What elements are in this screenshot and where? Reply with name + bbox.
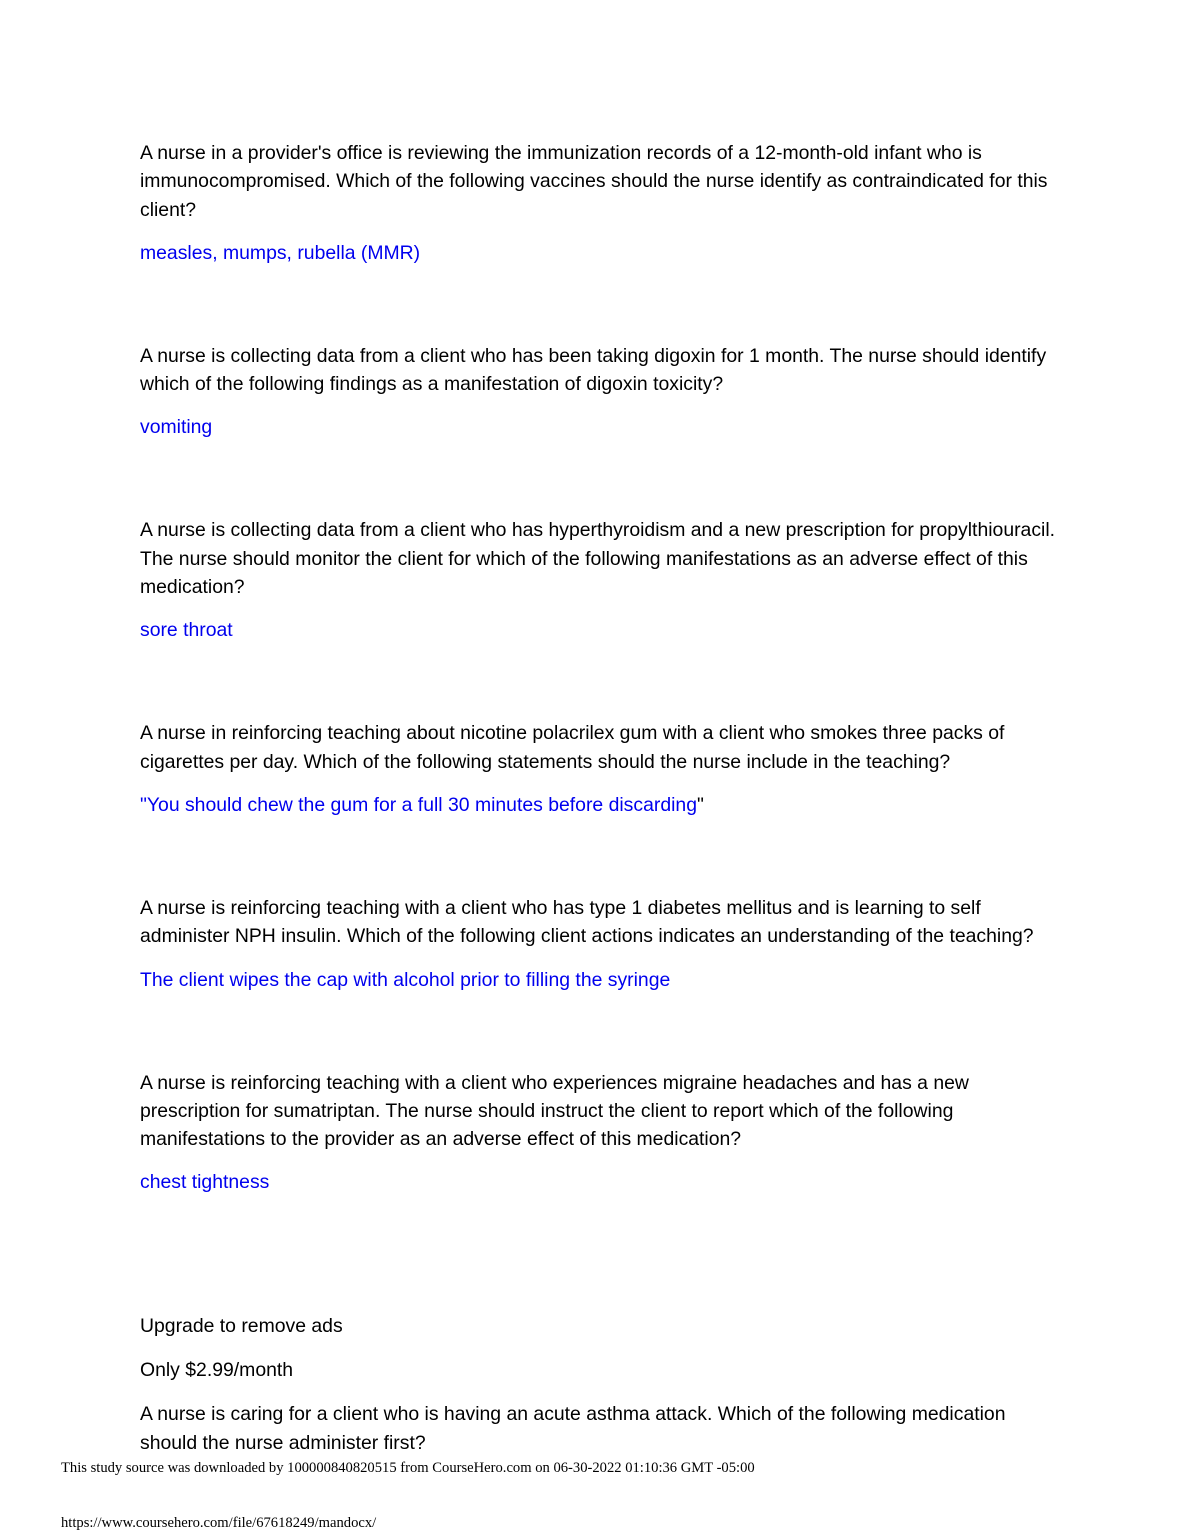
qa-item [140, 719, 1060, 819]
price-text: Only $2.99/month [140, 1359, 294, 1382]
question-text: A nurse in a provider's office is reviewing the immunization records of a 12-month-old infant who is immunocompromised. Which of the following vaccines should the nurse identify as contraindicated for this client? [140, 142, 1048, 221]
answer-text: measles, mumps, rubella (MMR) [140, 241, 421, 264]
answer-text: The client wipes the cap with alcohol prior to filling the syringe [140, 968, 671, 991]
answer-text: sore throat [140, 619, 233, 642]
answer-main: "You should chew the gum for a full 30 minutes before discarding [140, 793, 697, 816]
qa-item [140, 894, 1060, 994]
promo-block [140, 1312, 1060, 1457]
upgrade-link[interactable]: Upgrade to remove ads [140, 1315, 343, 1338]
answer-closing-quote: " [696, 793, 704, 816]
qa-item [140, 516, 1060, 644]
source-url[interactable]: https://www.coursehero.com/file/67618249/mandocx/ [61, 1515, 377, 1531]
question-text: A nurse is caring for a client who is having an acute asthma attack. Which of the following medication should the nurse administer first? [140, 1403, 1006, 1454]
question-text: A nurse in reinforcing teaching about nicotine polacrilex gum with a client who smokes three packs of cigarettes per day. Which of the following statements should the nurse include in the teaching? [140, 722, 1005, 773]
qa-item [140, 342, 1060, 442]
question-text: A nurse is collecting data from a client who has hyperthyroidism and a new prescription for propylthiouracil. The nurse should monitor the client for which of the following manifestations as an adverse effect of this medication? [140, 519, 1056, 599]
question-text: A nurse is collecting data from a client who has been taking digoxin for 1 month. The nurse should identify which of the following findings as a manifestation of digoxin toxicity? [140, 344, 1047, 396]
question-text: A nurse is reinforcing teaching with a client who experiences migraine headaches and has a new prescription for sumatriptan. The nurse should instruct the client to report which of the following manifestations to the provider as an adverse effect of this medication? [140, 1071, 969, 1151]
answer-text [140, 791, 1060, 819]
question-text: A nurse is reinforcing teaching with a client who has type 1 diabetes mellitus and is learning to self administer NPH insulin. Which of the following client actions indicates an understanding of the teaching? [140, 896, 1034, 948]
qa-item [140, 139, 1060, 267]
download-source-note: This study source was downloaded by 100000840820515 from CourseHero.com on 06-30-2022 01:10:36 GMT -05:00 [61, 1460, 755, 1476]
answer-text: vomiting [140, 416, 213, 439]
document-body [140, 139, 1060, 1457]
answer-text: chest tightness [140, 1171, 270, 1194]
qa-item [140, 1069, 1060, 1197]
